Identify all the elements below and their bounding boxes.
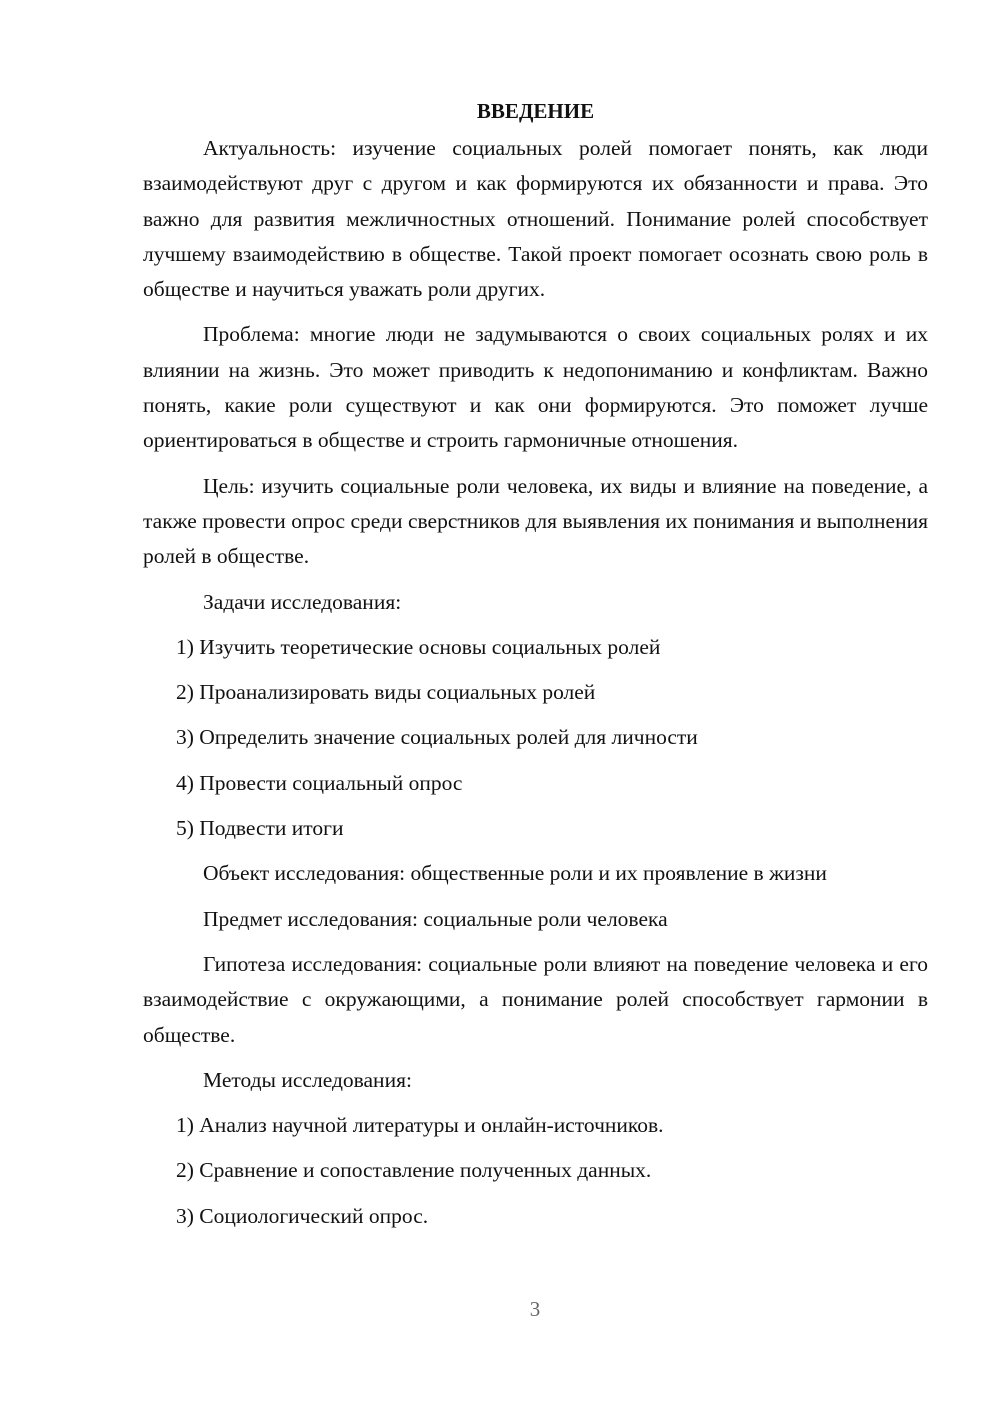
goal-paragraph: Цель: изучить социальные роли человека, их виды и влияние на поведение, а также провести опрос среди сверстников для выявления их понимания и выполнения ролей в обществе.	[143, 473, 928, 569]
methods-title: Методы исследования:	[203, 1067, 412, 1092]
method-item: 2) Сравнение и сопоставление полученных данных.	[176, 1158, 652, 1183]
relevance-paragraph: Актуальность: изучение социальных ролей помогает понять, как люди взаимодействуют друг с другом и как формируются их обязанности и права. Это важно для развития межличностных отношений. Понимание ролей способствует лучшему взаимодействию в обществе. Такой проект помогает осознать свою роль в обществе и научиться уважать роли других.	[143, 136, 928, 302]
method-item: 3) Социологический опрос.	[176, 1203, 429, 1228]
problem-paragraph: Проблема: многие люди не задумываются о своих социальных ролях и их влиянии на жизнь. Это может приводить к недопониманию и конфликтам. Важно понять, какие роли существуют и как они формируются. Это поможет лучше ориентироваться в обществе и строить гармоничные отношения.	[143, 322, 928, 453]
tasks-title: Задачи исследования:	[203, 589, 402, 614]
research-subject: Предмет исследования: социальные роли человека	[203, 906, 668, 931]
page-title: ВВЕДЕНИЕ	[476, 99, 595, 123]
method-item: 1) Анализ научной литературы и онлайн-источников.	[176, 1113, 664, 1138]
task-item: 4) Провести социальный опрос	[176, 770, 463, 795]
page-number: 3	[529, 1297, 541, 1321]
research-object: Объект исследования: общественные роли и их проявление в жизни	[203, 861, 827, 886]
hypothesis-paragraph: Гипотеза исследования: социальные роли влияют на поведение человека и его взаимодействие с окружающими, а понимание ролей способствует гармонии в обществе.	[143, 951, 928, 1047]
task-item: 1) Изучить теоретические основы социальных ролей	[176, 634, 661, 659]
task-item: 2) Проанализировать виды социальных ролей	[176, 680, 596, 705]
page-content	[143, 94, 928, 1244]
task-item: 3) Определить значение социальных ролей для личности	[176, 725, 698, 750]
task-item: 5) Подвести итоги	[176, 816, 344, 841]
